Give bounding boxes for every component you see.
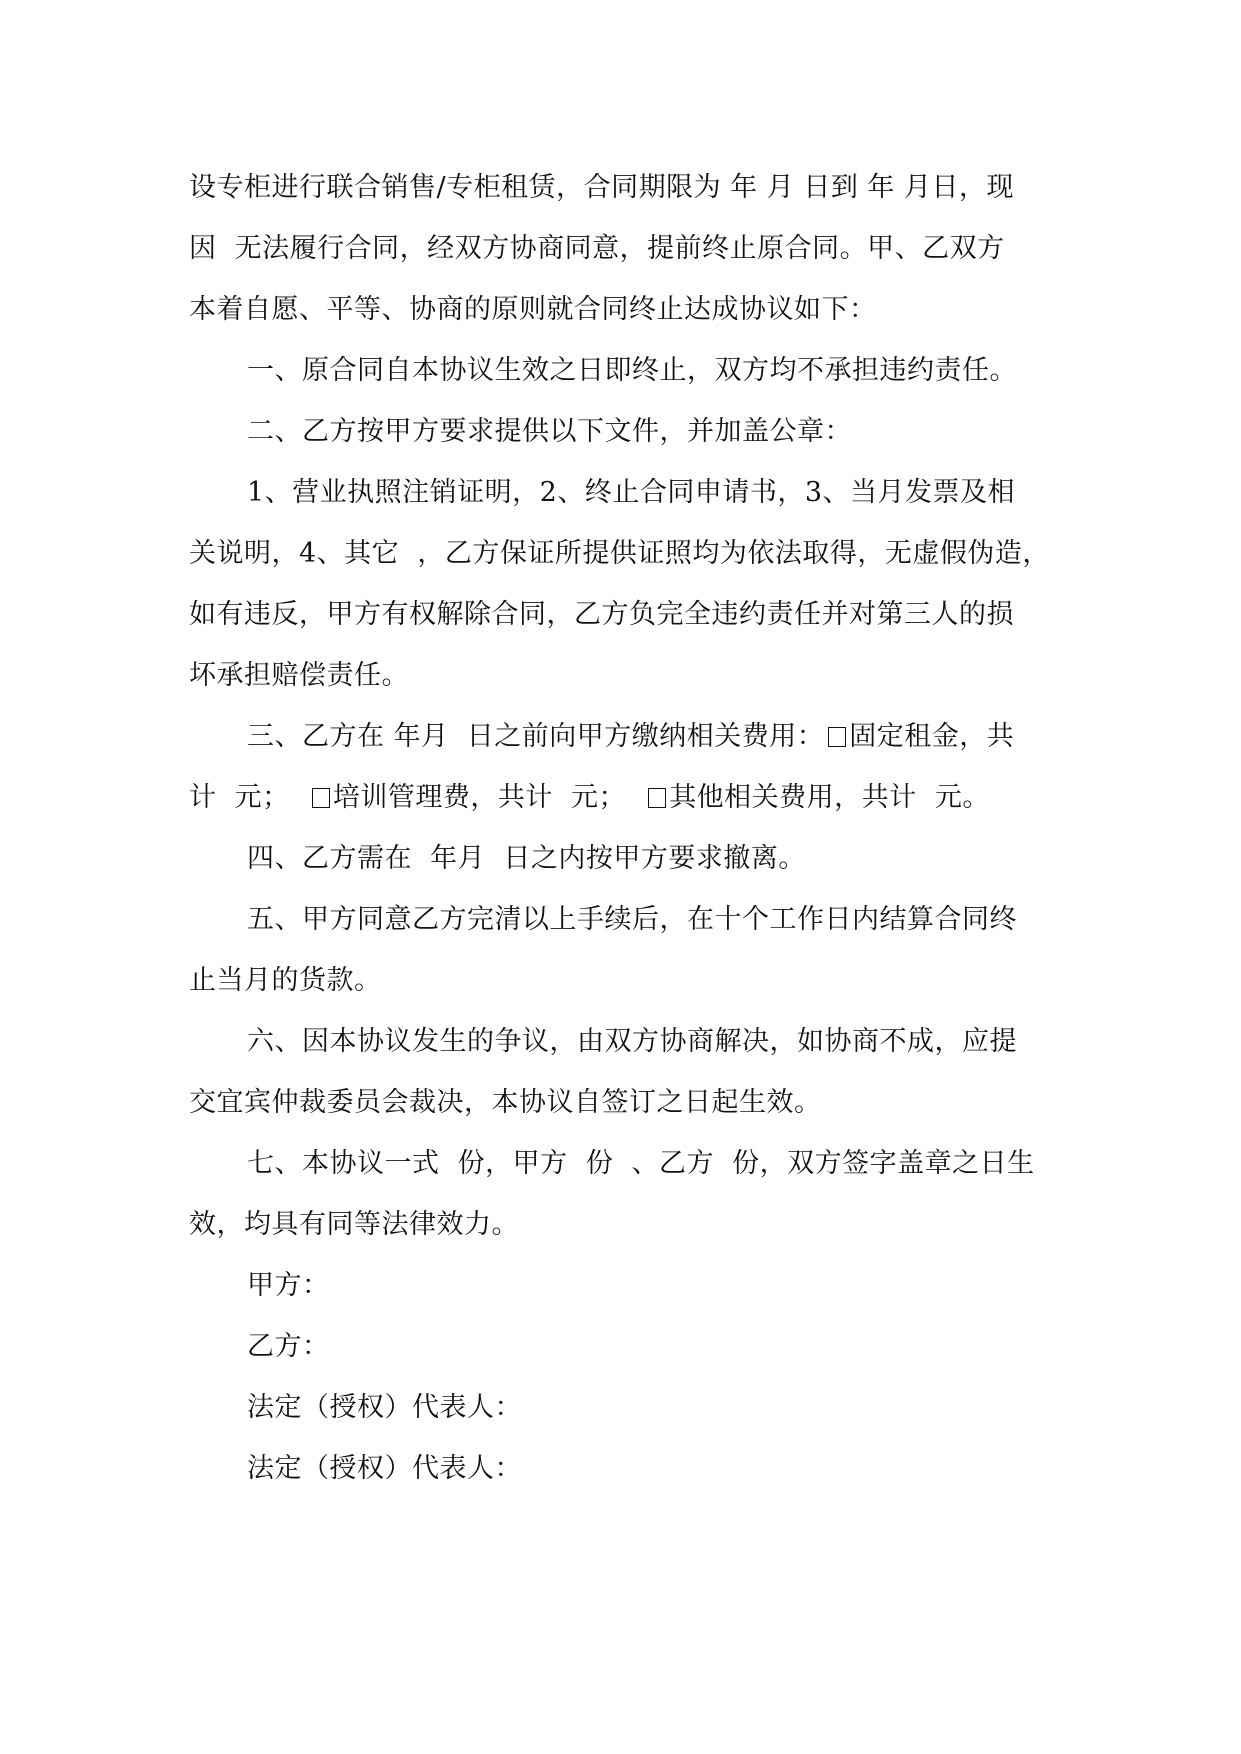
clause-7-line-1: 七、本协议一式 份，甲方 份 、乙方 份，双方签字盖章之日生 [247,1148,1035,1179]
training-fee-label: 培训管理费，共计 元； [332,782,627,813]
clause-3-amount: 计 元； [189,782,290,813]
clause-3-line-1 [189,706,1059,767]
clause-2-detail-line-1: 1、营业执照注销证明，2、终止合同申请书，3、当月发票及相 [247,477,1016,508]
clause-2-detail-line-2: 关说明，4、其它 ，乙方保证所提供证照均为依法取得，无虚假伪造， [189,538,1050,569]
clause-2: 二、乙方按甲方要求提供以下文件，并加盖公章： [247,416,852,447]
other-fee-checkbox[interactable] [648,788,666,808]
clause-5-line-1: 五、甲方同意乙方完清以上手续后，在十个工作日内结算合同终 [247,904,1017,935]
clause-2-detail-line-4: 坏承担赔偿责任。 [189,660,409,691]
training-fee-checkbox[interactable] [312,788,330,808]
other-fee-label: 其他相关费用，共计 元。 [669,782,990,813]
intro-line-2: 因 无法履行合同，经双方协商同意，提前终止原合同。甲、乙双方 [189,233,1005,264]
clause-5-line-2: 止当月的货款。 [189,965,382,996]
party-b-label: 乙方： [247,1331,330,1362]
clause-3-line-2 [189,767,1059,828]
clause-3-text: 三、乙方在 年月 日之前向甲方缴纳相关费用： [247,721,825,752]
clause-7-line-2: 效，均具有同等法律效力。 [189,1209,519,1240]
clause-4: 四、乙方需在 年月 日之内按甲方要求撤离。 [247,843,806,874]
intro-line-3: 本着自愿、平等、协商的原则就合同终止达成协议如下： [189,294,877,325]
intro-line-1: 设专柜进行联合销售/专柜租赁，合同期限为 年 月 日到 年 月日，现 [189,172,1015,203]
representative-b-label: 法定（授权）代表人： [247,1453,522,1484]
representative-a-label: 法定（授权）代表人： [247,1392,522,1423]
clause-2-detail-line-3: 如有违反，甲方有权解除合同，乙方负完全违约责任并对第三人的损 [189,599,1014,630]
party-a-label: 甲方： [247,1270,330,1301]
clause-6-line-1: 六、因本协议发生的争议，由双方协商解决，如协商不成，应提 [247,1026,1017,1057]
fixed-rent-label: 固定租金，共 [849,721,1015,752]
clause-1: 一、原合同自本协议生效之日即终止，双方均不承担违约责任。 [247,355,1017,386]
clause-6-line-2: 交宜宾仲裁委员会裁决，本协议自签订之日起生效。 [189,1087,822,1118]
fixed-rent-checkbox[interactable] [828,727,846,747]
contract-body [189,157,1059,1499]
